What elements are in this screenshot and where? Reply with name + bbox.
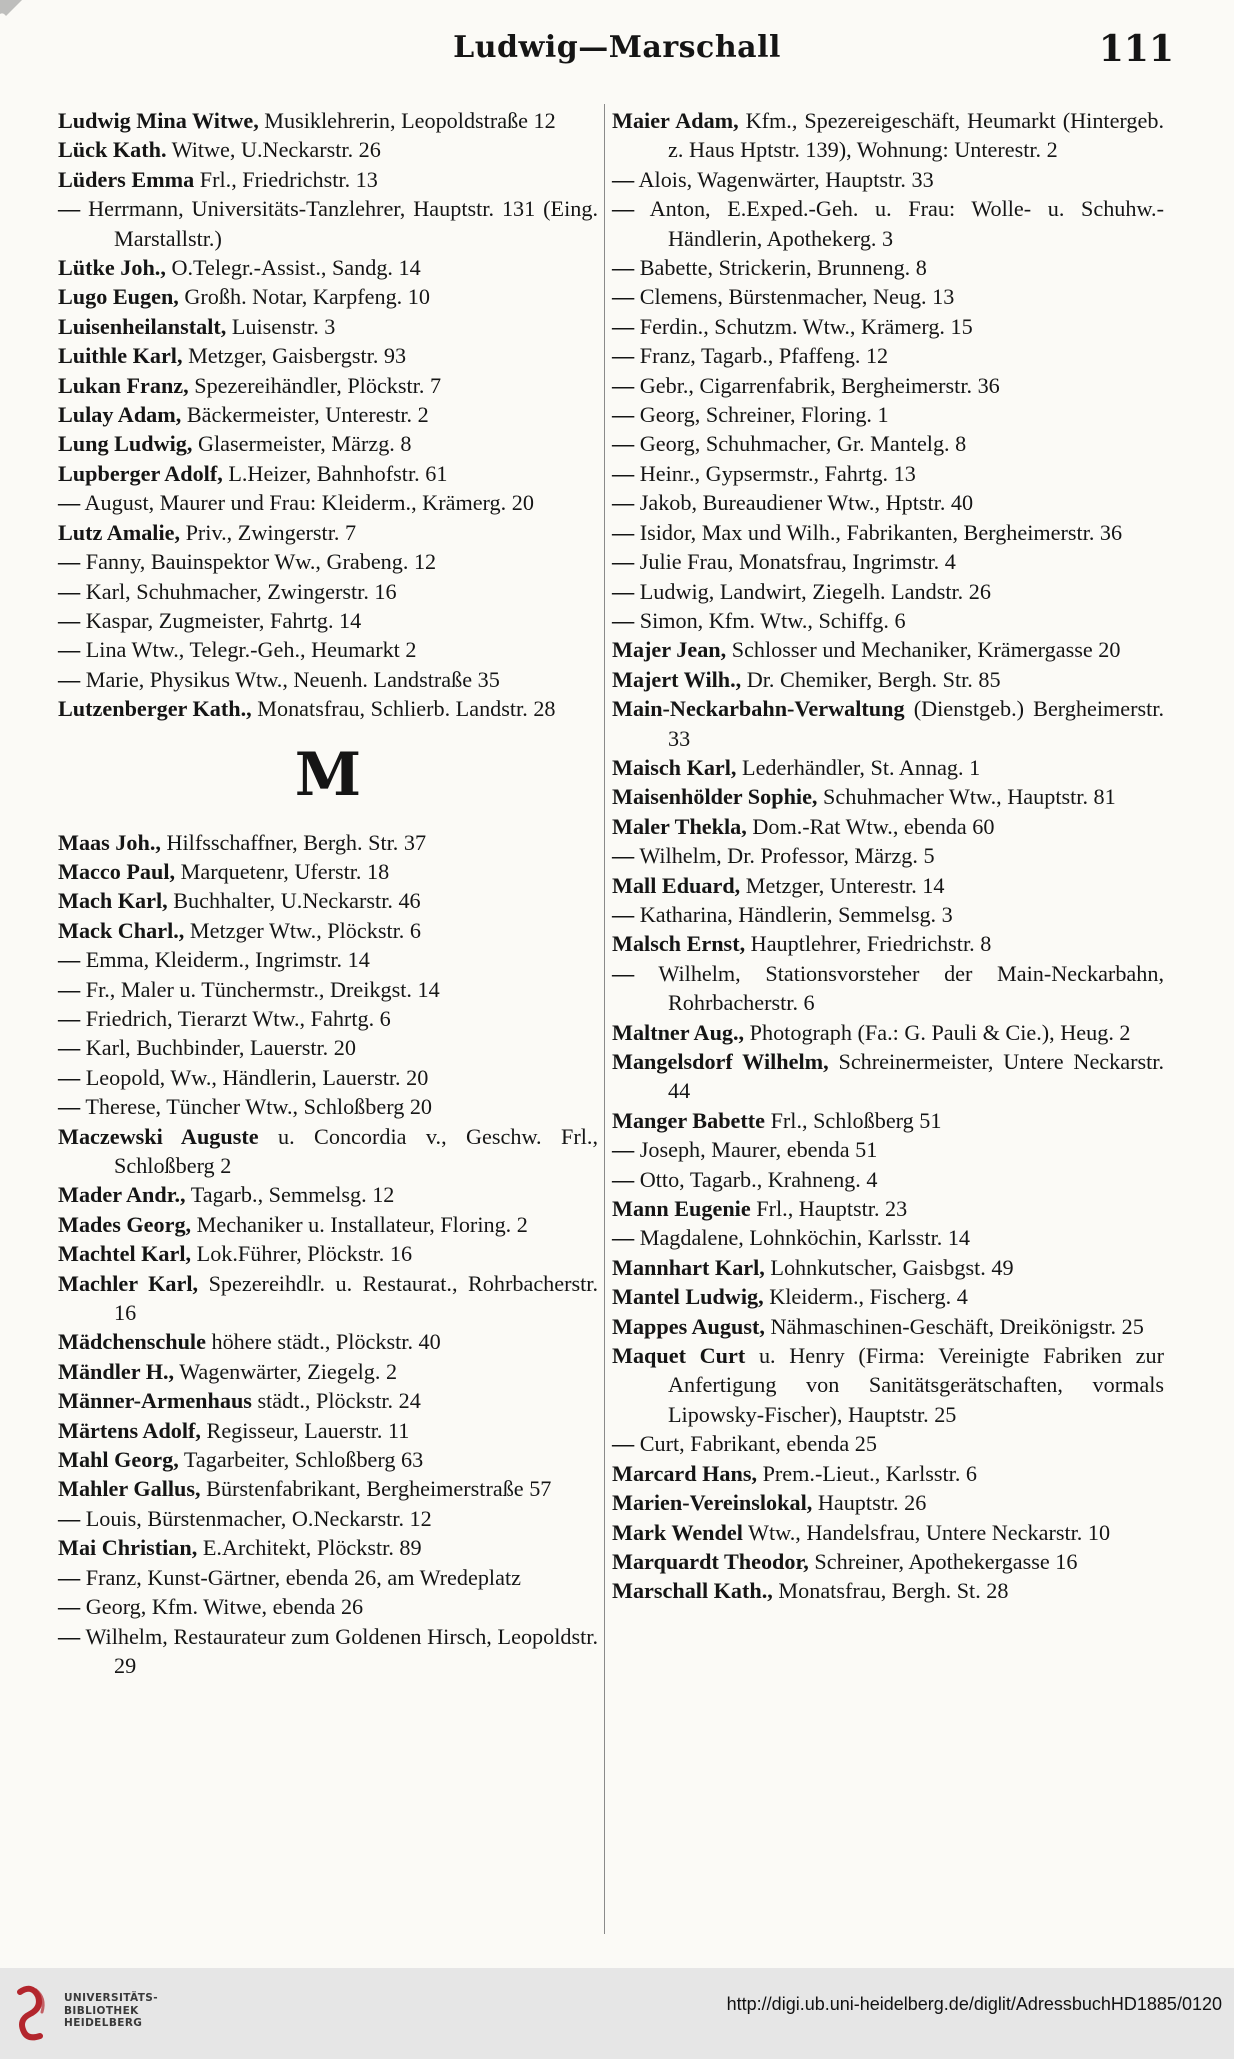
- directory-entry: [612, 753, 1164, 782]
- directory-entry: [612, 871, 1164, 900]
- entry-name: Mannhart Karl,: [612, 1254, 765, 1280]
- entry-name: Mangelsdorf Wilhelm,: [612, 1049, 829, 1074]
- directory-entry: [612, 1165, 1164, 1194]
- directory-entry: [58, 1004, 598, 1033]
- directory-entry: [58, 1239, 598, 1268]
- entry-name: Maltner Aug.,: [612, 1019, 745, 1045]
- entry-name: Machler Karl,: [58, 1270, 199, 1296]
- entry-name: —: [58, 578, 81, 604]
- entry-details: Spezereihdlr. u. Restaurat., Rohrbacherstr. 16: [114, 1270, 599, 1326]
- entry-name: —: [612, 372, 635, 398]
- entry-name: —: [612, 1431, 635, 1457]
- entry-details: Frl., Friedrichstr. 13: [194, 166, 378, 192]
- directory-entry: [612, 1253, 1164, 1282]
- corner-smudge: [0, 0, 60, 30]
- entry-name: Maler Thekla,: [612, 813, 747, 839]
- entry-details: u. Henry (Firma: Vereinigte Fabriken zur Anfertigung von Sanitätsgerätschaften, vormals Lipowsky-Fischer), Hauptstr. 25: [668, 1343, 1164, 1427]
- directory-entry: [58, 165, 598, 194]
- entry-name: Ludwig Mina Witwe,: [58, 108, 259, 133]
- entry-details: Alois, Wagenwärter, Hauptstr. 33: [634, 166, 934, 192]
- entry-details: Ferdin., Schutzm. Wtw., Krämerg. 15: [634, 313, 973, 339]
- directory-entry: [58, 282, 598, 311]
- section-letter-heading: M: [294, 739, 362, 810]
- entry-name: Machtel Karl,: [58, 1241, 192, 1267]
- entry-details: L.Heizer, Bahnhofstr. 61: [222, 460, 448, 486]
- entry-details: E.Architekt, Plöckstr. 89: [197, 1535, 422, 1561]
- entry-name: —: [612, 402, 635, 428]
- directory-entry: [58, 1210, 598, 1239]
- entry-name: Marschall Kath.,: [612, 1578, 773, 1604]
- directory-entry: [58, 341, 598, 370]
- directory-entry: [612, 1518, 1164, 1547]
- entry-details: Ludwig, Landwirt, Ziegelh. Landstr. 26: [634, 578, 991, 604]
- directory-entry: [58, 488, 598, 517]
- entry-name: —: [58, 976, 81, 1002]
- entry-details: Großh. Notar, Karpfeng. 10: [178, 284, 430, 310]
- page-number: 111: [1098, 28, 1174, 70]
- entry-details: Prem.-Lieut., Karlsstr. 6: [757, 1460, 978, 1486]
- directory-entry: [612, 1282, 1164, 1311]
- directory-entry: [612, 1047, 1164, 1106]
- entry-name: —: [612, 901, 635, 927]
- entry-details: Hauptstr. 26: [812, 1490, 927, 1516]
- entry-name: Marien-Vereinslokal,: [612, 1490, 813, 1516]
- directory-entry: [612, 1547, 1164, 1576]
- entry-details: Frl., Schloßberg 51: [765, 1107, 942, 1133]
- directory-entry: [58, 916, 598, 945]
- directory-entry: [612, 1488, 1164, 1517]
- entry-details: Nähmaschinen-Geschäft, Dreikönigstr. 25: [764, 1313, 1144, 1339]
- entry-name: Mädchenschule: [58, 1329, 206, 1355]
- entry-name: Lugo Eugen,: [58, 284, 179, 310]
- directory-entry: [58, 1445, 598, 1474]
- entry-details: Metzger, Unterestr. 14: [740, 872, 945, 898]
- entry-details: Karl, Buchbinder, Lauerstr. 20: [80, 1035, 356, 1061]
- entry-details: Priv., Zwingerstr. 7: [180, 519, 357, 545]
- entry-details: Louis, Bürstenmacher, O.Neckarstr. 12: [80, 1505, 432, 1531]
- entry-name: —: [612, 1137, 635, 1163]
- entry-name: Mai Christian,: [58, 1535, 198, 1561]
- entry-details: Tagarbeiter, Schloßberg 63: [178, 1447, 424, 1473]
- entry-name: Lung Ludwig,: [58, 431, 193, 457]
- entry-name: —: [612, 607, 635, 633]
- directory-entry: [612, 459, 1164, 488]
- entry-details: Babette, Strickerin, Brunneng. 8: [634, 255, 927, 281]
- directory-entry: [612, 782, 1164, 811]
- entry-details: Lina Wtw., Telegr.-Geh., Heumarkt 2: [80, 637, 417, 663]
- entry-details: Monatsfrau, Bergh. St. 28: [772, 1578, 1009, 1604]
- directory-entry: [58, 312, 598, 341]
- entry-name: Luithle Karl,: [58, 343, 183, 369]
- entry-details: Gebr., Cigarrenfabrik, Bergheimerstr. 36: [634, 372, 1000, 398]
- entry-name: Maquet Curt: [612, 1343, 746, 1369]
- entry-name: Mändler H.,: [58, 1358, 175, 1384]
- entry-details: Herrmann, Universitäts-Tanzlehrer, Hauptstr. 131 (Eing. Marstallstr.): [80, 196, 598, 251]
- entry-name: —: [612, 460, 635, 486]
- directory-entry: [58, 400, 598, 429]
- entry-details: Lohnkutscher, Gaisbgst. 49: [764, 1254, 1014, 1280]
- directory-entry: [58, 1180, 598, 1209]
- directory-entry: [612, 312, 1164, 341]
- directory-entry: [612, 518, 1164, 547]
- entry-name: Mader Andr.,: [58, 1182, 186, 1208]
- entry-name: —: [612, 343, 635, 369]
- entry-name: Lukan Franz,: [58, 372, 189, 398]
- entry-details: Dom.-Rat Wtw., ebenda 60: [746, 813, 995, 839]
- entry-name: —: [58, 1594, 81, 1620]
- entry-details: Otto, Tagarb., Krahneng. 4: [634, 1166, 878, 1192]
- directory-entry: [612, 1223, 1164, 1252]
- entry-name: Mappes August,: [612, 1313, 765, 1339]
- directory-entry: [612, 341, 1164, 370]
- entry-name: Lütke Joh.,: [58, 255, 166, 281]
- entry-details: Luisenstr. 3: [226, 313, 336, 339]
- directory-entry: [58, 106, 598, 135]
- entry-name: Märtens Adolf,: [58, 1417, 201, 1443]
- entry-details: Wilhelm, Restaurateur zum Goldenen Hirsch, Leopoldstr. 29: [80, 1623, 598, 1678]
- entry-name: Luisenheilanstalt,: [58, 313, 227, 339]
- entry-name: —: [58, 666, 81, 692]
- entry-details: städt., Plöckstr. 24: [251, 1388, 421, 1414]
- directory-entry: [612, 1135, 1164, 1164]
- entry-details: Heinr., Gypsermstr., Fahrtg. 13: [634, 460, 916, 486]
- directory-entry: [612, 282, 1164, 311]
- source-url-link[interactable]: http://digi.ub.uni-heidelberg.de/diglit/AdressbuchHD1885/0120: [726, 1994, 1222, 2014]
- entry-name: —: [58, 1564, 81, 1590]
- entry-details: Wtw., Handelsfrau, Untere Neckarstr. 10: [742, 1519, 1111, 1545]
- entry-name: Maczewski Auguste: [58, 1123, 259, 1149]
- entry-details: Schreinermeister, Untere Neckarstr. 44: [668, 1049, 1164, 1104]
- directory-entry: [58, 975, 598, 1004]
- entry-details: Kleiderm., Fischerg. 4: [763, 1284, 968, 1310]
- directory-entry: [612, 665, 1164, 694]
- directory-entry: [612, 1341, 1164, 1429]
- directory-entry: [612, 812, 1164, 841]
- entry-name: —: [612, 490, 635, 516]
- entry-name: Maier Adam,: [612, 108, 739, 133]
- entry-name: —: [58, 607, 81, 633]
- entry-name: Malsch Ernst,: [612, 931, 746, 957]
- entry-name: —: [612, 843, 635, 869]
- entry-details: Clemens, Bürstenmacher, Neug. 13: [634, 284, 955, 310]
- directory-entry: [58, 1563, 598, 1592]
- entry-details: Hilfsschaffner, Bergh. Str. 37: [160, 829, 427, 855]
- logo-line-3: HEIDELBERG: [64, 2017, 143, 2029]
- entry-details: Joseph, Maurer, ebenda 51: [634, 1137, 878, 1163]
- entry-details: Franz, Kunst-Gärtner, ebenda 26, am Wredeplatz: [80, 1564, 521, 1590]
- directory-entry: [612, 106, 1164, 165]
- entry-name: Maas Joh.,: [58, 829, 161, 855]
- entry-details: Musiklehrerin, Leopoldstraße 12: [258, 108, 556, 133]
- directory-entry: [612, 929, 1164, 958]
- entry-name: —: [612, 255, 635, 281]
- entry-name: —: [58, 947, 81, 973]
- entry-details: Schlosser und Mechaniker, Krämergasse 20: [726, 637, 1121, 663]
- entry-details: Schuhmacher Wtw., Hauptstr. 81: [817, 784, 1116, 810]
- entry-name: —: [612, 549, 635, 575]
- directory-entry: [612, 253, 1164, 282]
- entry-name: —: [58, 1035, 81, 1061]
- directory-entry: [58, 1533, 598, 1562]
- directory-entry: [58, 1504, 598, 1533]
- entry-details: August, Maurer und Frau: Kleiderm., Krämerg. 20: [80, 490, 534, 516]
- directory-entry: [612, 371, 1164, 400]
- directory-entry: [612, 606, 1164, 635]
- entry-details: Monatsfrau, Schlierb. Landstr. 28: [251, 696, 556, 722]
- entry-name: Männer-Armenhaus: [58, 1388, 252, 1414]
- entry-details: Metzger Wtw., Plöckstr. 6: [184, 917, 421, 943]
- entry-details: Therese, Tüncher Wtw., Schloßberg 20: [80, 1094, 433, 1120]
- column-divider: [604, 104, 605, 1934]
- entry-name: Main-Neckarbahn-Verwaltung: [612, 696, 905, 722]
- entry-details: Photograph (Fa.: G. Pauli & Cie.), Heug. 2: [744, 1019, 1131, 1045]
- entry-name: Marcard Hans,: [612, 1460, 758, 1486]
- entry-details: Franz, Tagarb., Pfaffeng. 12: [634, 343, 889, 369]
- entry-details: u. Concordia v., Geschw. Frl., Schloßberg 2: [114, 1123, 598, 1178]
- directory-entry: [58, 694, 598, 723]
- directory-entry: [612, 194, 1164, 253]
- directory-entry: [58, 1357, 598, 1386]
- left-column: [58, 106, 598, 1946]
- entry-name: —: [612, 313, 635, 339]
- entry-name: —: [58, 1005, 81, 1031]
- entry-name: —: [612, 578, 635, 604]
- entry-details: Mechaniker u. Installateur, Floring. 2: [191, 1211, 528, 1237]
- entry-name: —: [58, 490, 81, 516]
- entry-details: Georg, Schreiner, Floring. 1: [634, 402, 889, 428]
- entry-details: Curt, Fabrikant, ebenda 25: [634, 1431, 877, 1457]
- entry-details: Tagarb., Semmelsg. 12: [185, 1182, 395, 1208]
- entry-name: Majert Wilh.,: [612, 666, 742, 692]
- entry-details: Wilhelm, Dr. Professor, Märzg. 5: [634, 843, 935, 869]
- entry-details: O.Telegr.-Assist., Sandg. 14: [165, 255, 421, 281]
- entry-name: Mack Charl.,: [58, 917, 185, 943]
- logo-line-1: UNIVERSITÄTS-: [64, 1992, 159, 2004]
- page-header: [60, 30, 1174, 74]
- directory-entry: [58, 606, 598, 635]
- entry-details: Bäckermeister, Unterestr. 2: [181, 402, 429, 428]
- entry-details: Georg, Schuhmacher, Gr. Mantelg. 8: [634, 431, 967, 457]
- entry-details: Metzger, Gaisbergstr. 93: [182, 343, 407, 369]
- entry-details: Magdalene, Lohnköchin, Karlsstr. 14: [634, 1225, 971, 1251]
- entry-details: Fanny, Bauinspektor Ww., Grabeng. 12: [80, 549, 437, 575]
- entry-details: Schreiner, Apothekergasse 16: [808, 1548, 1078, 1574]
- directory-entry: [58, 665, 598, 694]
- entry-details: Lok.Führer, Plöckstr. 16: [191, 1241, 413, 1267]
- entry-details: Hauptlehrer, Friedrichstr. 8: [745, 931, 992, 957]
- entry-details: Fr., Maler u. Tünchermstr., Dreikgst. 14: [80, 976, 440, 1002]
- directory-entry: [612, 1576, 1164, 1605]
- directory-entry: [612, 900, 1164, 929]
- directory-entry: [58, 194, 598, 253]
- directory-entry: [58, 429, 598, 458]
- entry-name: —: [612, 519, 635, 545]
- directory-entry: [58, 857, 598, 886]
- entry-name: Lulay Adam,: [58, 402, 182, 428]
- entry-name: Macco Paul,: [58, 858, 176, 884]
- directory-entry: [58, 1592, 598, 1621]
- entry-name: Marquardt Theodor,: [612, 1548, 809, 1574]
- entry-name: Manger Babette: [612, 1107, 766, 1133]
- entry-details: Wilhelm, Stationsvorsteher der Main-Neckarbahn, Rohrbacherstr. 6: [634, 960, 1164, 1016]
- entry-name: —: [58, 1505, 81, 1531]
- directory-entry: [612, 1459, 1164, 1488]
- entry-details: Simon, Kfm. Wtw., Schiffg. 6: [634, 607, 906, 633]
- entry-name: Lutz Amalie,: [58, 519, 181, 545]
- directory-entry: [58, 1622, 598, 1681]
- entry-name: Lück Kath.: [58, 137, 167, 163]
- directory-entry: [612, 841, 1164, 870]
- entry-name: —: [58, 1623, 81, 1649]
- directory-entry: [612, 635, 1164, 664]
- directory-entry: [58, 1327, 598, 1356]
- directory-entry: [612, 165, 1164, 194]
- entry-details: Leopold, Ww., Händlerin, Lauerstr. 20: [80, 1064, 429, 1090]
- entry-details: Lederhändler, St. Annag. 1: [736, 754, 981, 780]
- entry-name: —: [58, 637, 81, 663]
- library-logo-icon: [12, 1984, 54, 2042]
- directory-entry: [58, 945, 598, 974]
- entry-details: Anton, E.Exped.-Geh. u. Frau: Wolle- u. Schuhw.-Händlerin, Apothekerg. 3: [634, 196, 1164, 251]
- directory-entry: [58, 1092, 598, 1121]
- directory-entry: [612, 1018, 1164, 1047]
- directory-entry: [58, 635, 598, 664]
- entry-details: Glasermeister, Märzg. 8: [192, 431, 412, 457]
- entry-details: Isidor, Max und Wilh., Fabrikanten, Bergheimerstr. 36: [634, 519, 1123, 545]
- directory-entry: [58, 1416, 598, 1445]
- entry-name: Majer Jean,: [612, 637, 727, 663]
- entry-name: —: [58, 1064, 81, 1090]
- entry-name: —: [612, 960, 635, 986]
- directory-entry: [612, 1429, 1164, 1458]
- entry-details: Wagenwärter, Ziegelg. 2: [174, 1358, 398, 1384]
- footer-bar: [0, 1968, 1234, 2059]
- entry-name: —: [612, 431, 635, 457]
- entry-name: —: [612, 1225, 635, 1251]
- entry-name: Lüders Emma: [58, 166, 195, 192]
- directory-entry: [612, 1312, 1164, 1341]
- entry-details: Bürstenfabrikant, Bergheimerstraße 57: [200, 1476, 552, 1502]
- entry-name: —: [58, 549, 81, 575]
- entry-details: Witwe, U.Neckarstr. 26: [166, 137, 381, 163]
- entry-name: —: [612, 284, 635, 310]
- library-logo-text: [64, 1992, 158, 2030]
- entry-name: —: [612, 196, 635, 222]
- entry-name: Maisch Karl,: [612, 754, 737, 780]
- entry-name: Mall Eduard,: [612, 872, 741, 898]
- entry-details: Buchhalter, U.Neckarstr. 46: [167, 888, 421, 914]
- entry-name: Mades Georg,: [58, 1211, 192, 1237]
- directory-entry: [612, 1194, 1164, 1223]
- entry-details: Spezereihändler, Plöckstr. 7: [188, 372, 442, 398]
- entry-name: —: [58, 1094, 81, 1120]
- entry-name: Mann Eugenie: [612, 1196, 751, 1222]
- entry-details: Frl., Hauptstr. 23: [750, 1196, 908, 1222]
- entry-details: Karl, Schuhmacher, Zwingerstr. 16: [80, 578, 397, 604]
- directory-entry: [58, 577, 598, 606]
- directory-entry: [58, 886, 598, 915]
- directory-entry: [58, 1122, 598, 1181]
- directory-entry: [58, 1474, 598, 1503]
- logo-line-2: BIBLIOTHEK: [64, 2004, 139, 2017]
- directory-entry: [58, 828, 598, 857]
- directory-entry: [58, 1063, 598, 1092]
- entry-name: Maisenhölder Sophie,: [612, 784, 818, 810]
- entry-name: Mark Wendel: [612, 1519, 743, 1545]
- directory-entry: [58, 253, 598, 282]
- entry-details: (Dienstgeb.) Bergheimerstr. 33: [668, 696, 1164, 751]
- running-head: Ludwig—Marschall: [453, 30, 781, 65]
- entry-name: Mantel Ludwig,: [612, 1284, 764, 1310]
- directory-entry: [58, 1269, 598, 1328]
- entry-name: Lutzenberger Kath.,: [58, 696, 252, 722]
- directory-entry: [612, 959, 1164, 1018]
- entry-name: Mahler Gallus,: [58, 1476, 201, 1502]
- directory-entry: [58, 135, 598, 164]
- entry-details: Julie Frau, Monatsfrau, Ingrimstr. 4: [634, 549, 956, 575]
- entry-details: Kaspar, Zugmeister, Fahrtg. 14: [80, 607, 362, 633]
- directory-entry: [612, 694, 1164, 753]
- directory-entry: [612, 429, 1164, 458]
- directory-entry: [612, 547, 1164, 576]
- entry-details: Kfm., Spezereigeschäft, Heumarkt (Hintergeb. z. Haus Hptstr. 139), Wohnung: Unterestr. 2: [668, 108, 1164, 163]
- entry-name: —: [58, 196, 81, 222]
- directory-entry: [58, 1033, 598, 1062]
- entry-name: Mahl Georg,: [58, 1447, 179, 1473]
- entry-details: Friedrich, Tierarzt Wtw., Fahrtg. 6: [80, 1005, 391, 1031]
- directory-entry: [58, 547, 598, 576]
- directory-entry: [58, 459, 598, 488]
- directory-entry: [612, 577, 1164, 606]
- entry-details: Katharina, Händlerin, Semmelsg. 3: [634, 901, 953, 927]
- directory-entry: [612, 400, 1164, 429]
- directory-entry: [612, 1106, 1164, 1135]
- right-column: [612, 106, 1164, 1946]
- entry-details: Regisseur, Lauerstr. 11: [200, 1417, 410, 1443]
- entry-details: Emma, Kleiderm., Ingrimstr. 14: [80, 947, 370, 973]
- directory-entry: [58, 518, 598, 547]
- entry-name: Mach Karl,: [58, 888, 168, 914]
- directory-entry: [58, 371, 598, 400]
- entry-name: —: [612, 1166, 635, 1192]
- entry-details: höhere städt., Plöckstr. 40: [205, 1329, 441, 1355]
- entry-name: Lupberger Adolf,: [58, 460, 223, 486]
- entry-details: Dr. Chemiker, Bergh. Str. 85: [741, 666, 1001, 692]
- directory-entry: [58, 1386, 598, 1415]
- entry-name: —: [612, 166, 635, 192]
- entry-details: Marie, Physikus Wtw., Neuenh. Landstraße 35: [80, 666, 500, 692]
- entry-details: Marquetenr, Uferstr. 18: [175, 858, 390, 884]
- entry-details: Jakob, Bureaudiener Wtw., Hptstr. 40: [634, 490, 974, 516]
- directory-entry: [612, 488, 1164, 517]
- entry-details: Georg, Kfm. Witwe, ebenda 26: [80, 1594, 364, 1620]
